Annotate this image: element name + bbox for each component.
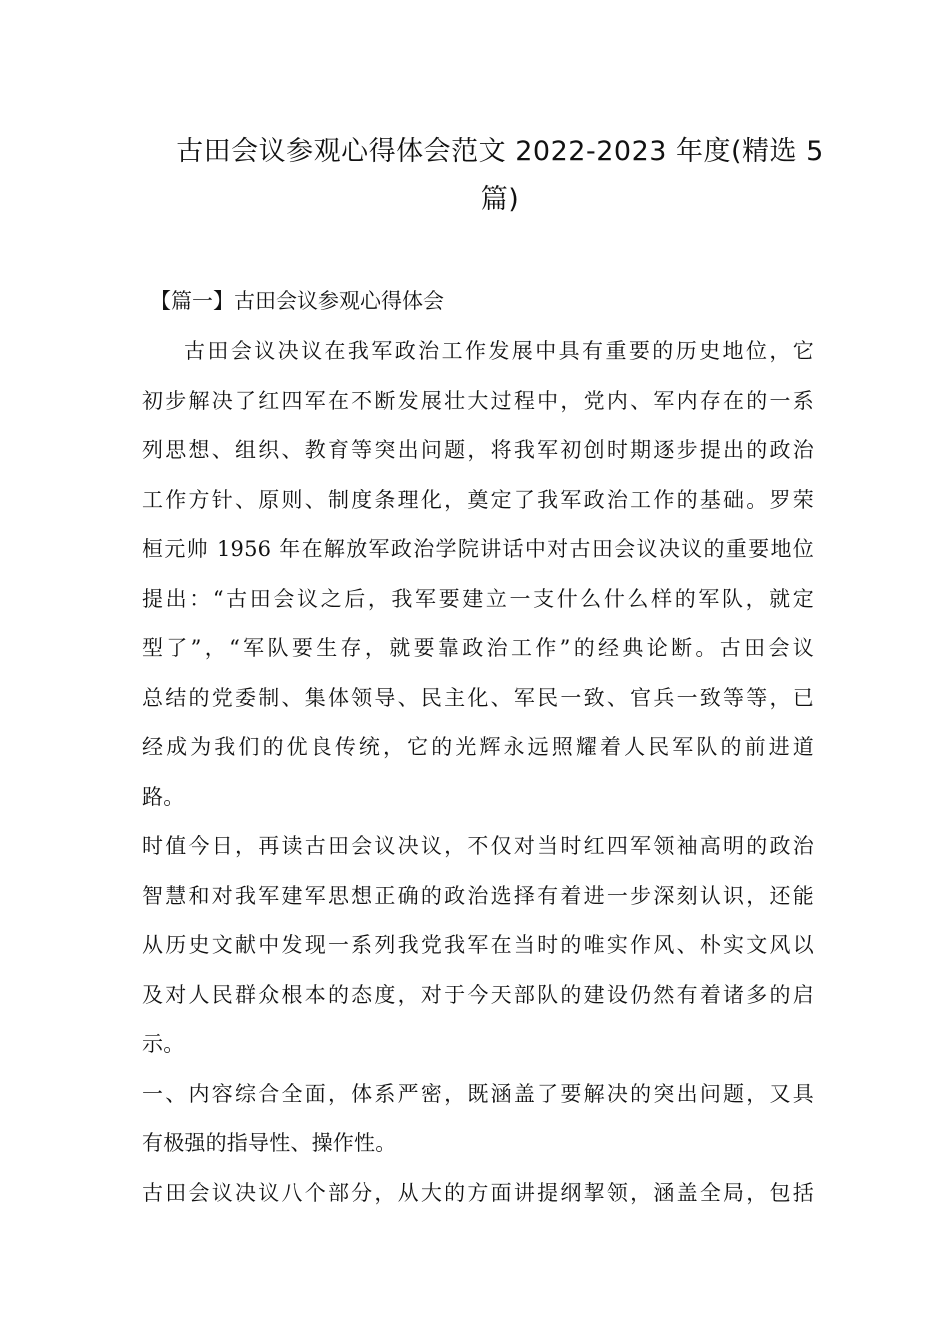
section-heading: 【篇一】古田会议参观心得体会 — [150, 289, 444, 313]
document-body — [142, 327, 814, 1218]
body-line: 初步解决了红四军在不断发展壮大过程中，党内、军内存在的一系 — [142, 388, 814, 413]
body-line: 工作方针、原则、制度条理化，奠定了我军政治工作的基础。罗荣 — [142, 487, 814, 512]
body-line: 从历史文献中发现一系列我党我军在当时的唯实作风、朴实文风以 — [142, 933, 814, 957]
body-line: 时值今日，再读古田会议决议，不仅对当时红四军领袖高明的政治 — [142, 834, 814, 858]
body-line: 古田会议决议在我军政治工作发展中具有重要的历史地位，它 — [184, 339, 814, 363]
body-line: 提出：“古田会议之后，我军要建立一支什么什么样的军队，就定 — [142, 586, 814, 611]
body-line: 桓元帅 1956 年在解放军政治学院讲话中对古田会议决议的重要地位 — [142, 537, 814, 561]
body-line: 示。 — [142, 1032, 185, 1056]
body-line: 列思想、组织、教育等突出问题，将我军初创时期逐步提出的政治 — [142, 438, 814, 462]
body-line: 经成为我们的优良传统，它的光辉永远照耀着人民军队的前进道 — [142, 735, 814, 759]
title-line-1: 古田会议参观心得体会范文 2022-2023 年度(精选 5 — [176, 136, 824, 167]
document-title — [170, 128, 830, 224]
body-line: 有极强的指导性、操作性。 — [142, 1131, 397, 1155]
body-line: 路。 — [142, 784, 185, 809]
body-line: 型了”，“军队要生存，就要靠政治工作”的经典论断。古田会议 — [142, 636, 814, 660]
body-line: 智慧和对我军建军思想正确的政治选择有着进一步深刻认识，还能 — [142, 883, 814, 908]
title-line-2: 篇) — [480, 184, 520, 215]
body-line: 古田会议决议八个部分，从大的方面讲提纲挈领，涵盖全局，包括 — [142, 1180, 814, 1205]
body-line: 一、内容综合全面，体系严密，既涵盖了要解决的突出问题，又具 — [142, 1081, 814, 1106]
body-line: 及对人民群众根本的态度，对于今天部队的建设仍然有着诸多的启 — [142, 982, 814, 1007]
body-line: 总结的党委制、集体领导、民主化、军民一致、官兵一致等等，已 — [142, 685, 814, 710]
